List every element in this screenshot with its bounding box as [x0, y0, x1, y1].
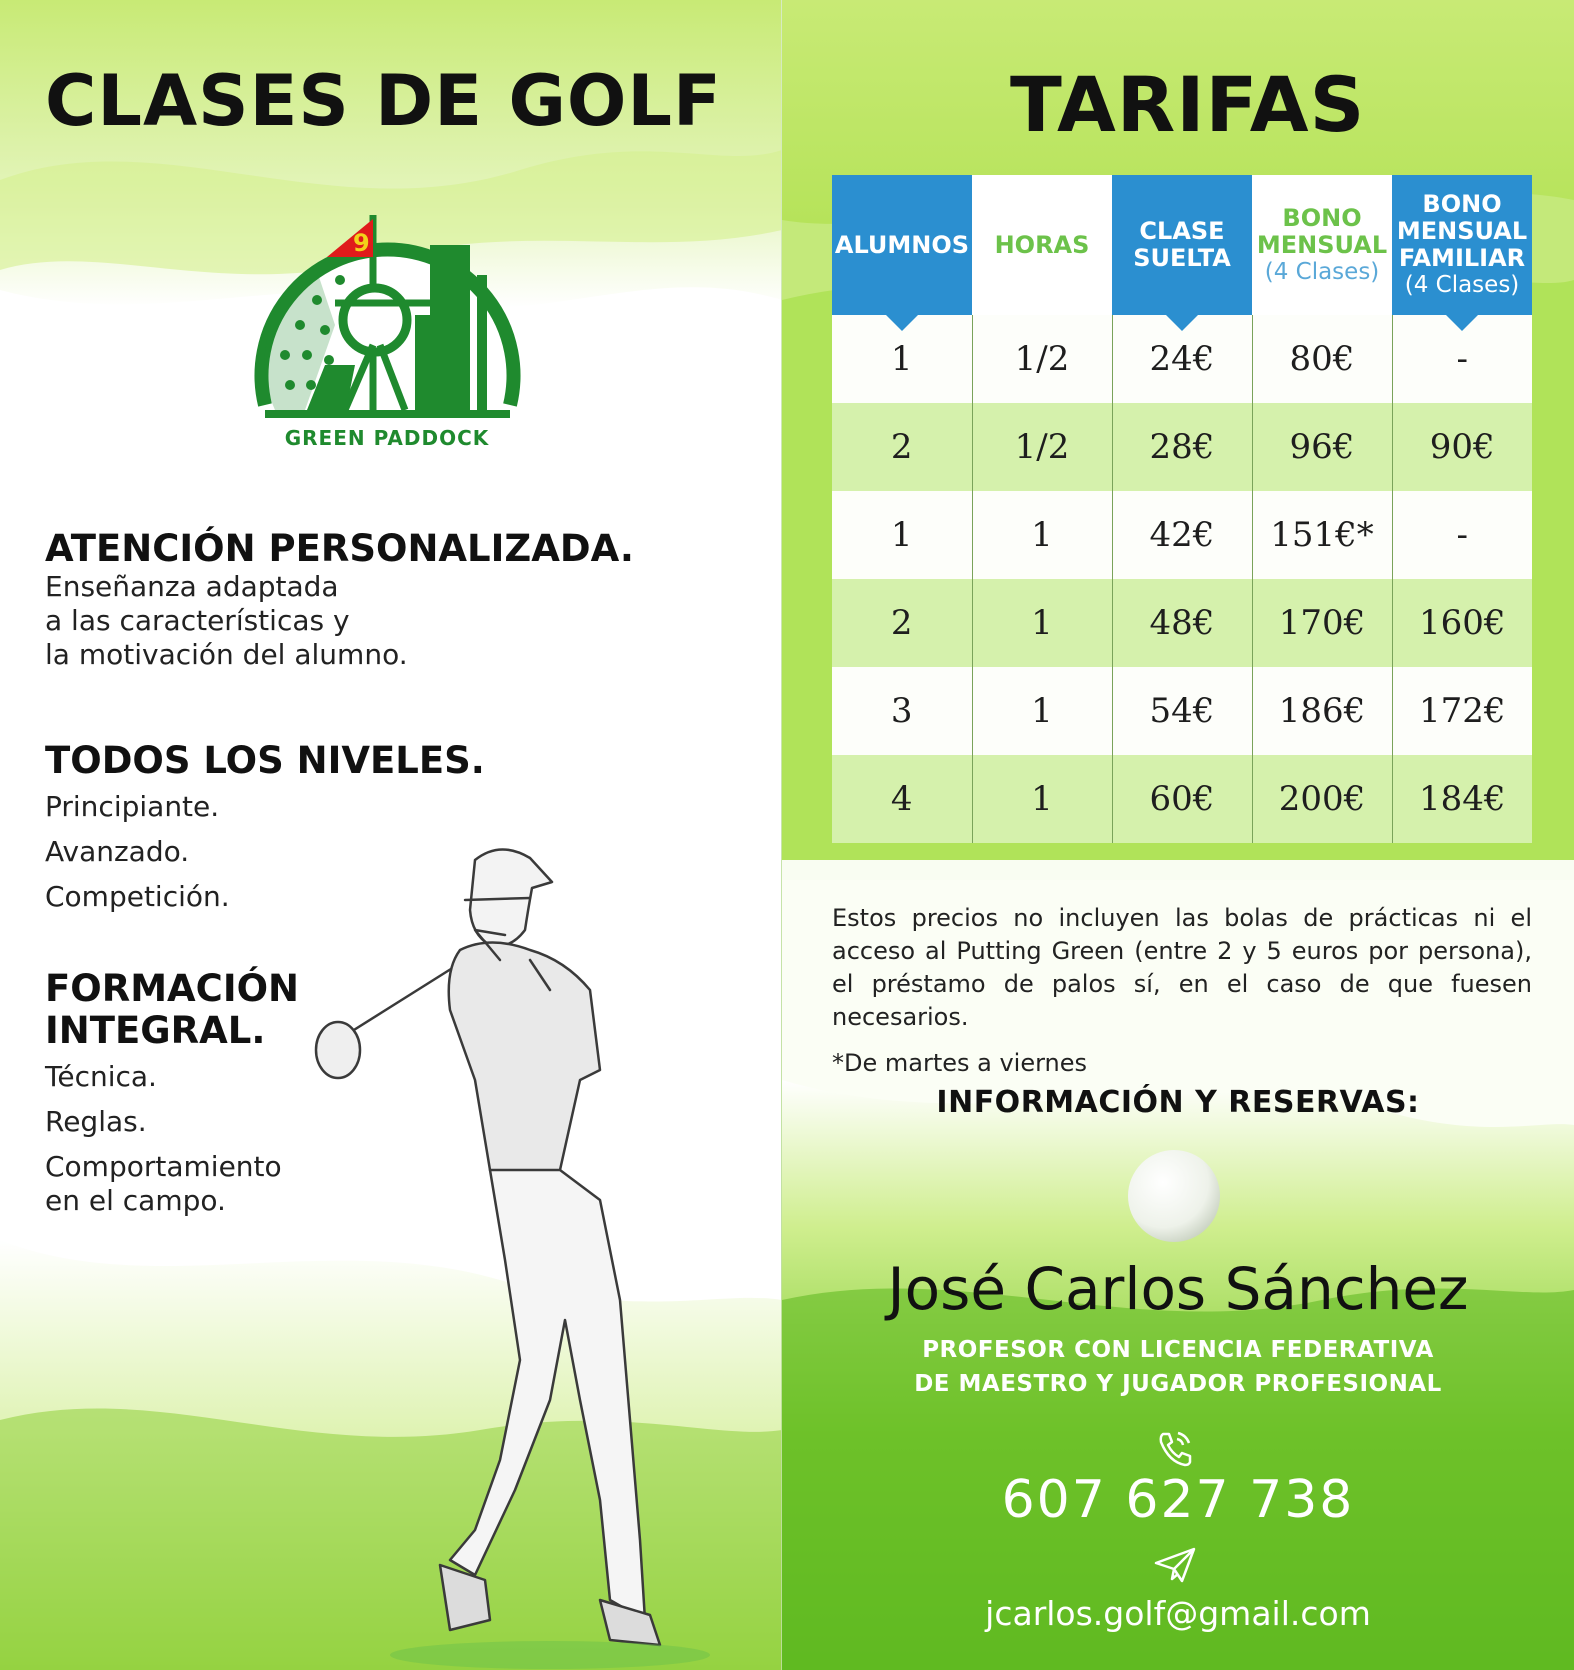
license-line: DE MAESTRO Y JUGADOR PROFESIONAL	[914, 1371, 1442, 1397]
table-cell: 151€*	[1252, 491, 1392, 579]
header-monthly-pass	[1252, 175, 1392, 315]
rates-table	[832, 175, 1532, 843]
table-cell: 54€	[1112, 667, 1252, 755]
section-training	[45, 968, 299, 1218]
section-personalized	[45, 528, 634, 672]
price-note: Estos precios no incluyen las bolas de prácticas ni el acceso al Putting Green (entre 2 y 5 euros por persona), el préstamo de palos sí, en el caso de que fuesen necesarios.	[832, 904, 1532, 1031]
table-cell: 60€	[1112, 755, 1252, 843]
header-label: BONO MENSUAL FAMILIAR	[1396, 190, 1528, 272]
instructor-name: José Carlos Sánchez	[887, 1255, 1469, 1323]
table-cell: 1/2	[972, 315, 1112, 403]
list-item: Reglas.	[45, 1105, 147, 1138]
license-line: PROFESOR CON LICENCIA FEDERATIVA	[922, 1337, 1434, 1363]
table-cell: 1/2	[972, 403, 1112, 491]
footnote: *De martes a viernes	[832, 1049, 1088, 1077]
table-cell: -	[1392, 491, 1532, 579]
table-header-row	[832, 175, 1532, 315]
right-panel	[782, 0, 1574, 1670]
header-single-class	[1112, 175, 1252, 315]
section-text-line: la motivación del alumno.	[45, 638, 408, 671]
header-family-pass	[1392, 175, 1532, 315]
table-cell: 172€	[1392, 667, 1532, 755]
license-text	[782, 1333, 1574, 1401]
list-item: Competición.	[45, 880, 230, 913]
rates-title: TARIFAS	[1010, 60, 1366, 149]
table-cell: 1	[972, 755, 1112, 843]
list-item: Principiante.	[45, 790, 220, 823]
header-sub: (4 Clases)	[1404, 272, 1520, 298]
table-cell: 2	[832, 403, 972, 491]
header-label: BONO MENSUAL	[1256, 203, 1388, 259]
section-heading: TODOS LOS NIVELES.	[45, 739, 485, 782]
golfer-illustration	[300, 840, 740, 1670]
table-cell: 184€	[1392, 755, 1532, 843]
table-row	[832, 755, 1532, 843]
phone-icon	[1153, 1428, 1197, 1468]
table-cell: 160€	[1392, 579, 1532, 667]
table-cell: 1	[972, 491, 1112, 579]
table-row	[832, 579, 1532, 667]
logo-name: GREEN PADDOCK	[284, 426, 490, 450]
table-cell: 24€	[1112, 315, 1252, 403]
section-text-line: Enseñanza adaptada	[45, 570, 339, 603]
header-students	[832, 175, 972, 315]
header-label: ALUMNOS	[834, 230, 970, 259]
table-cell: 4	[832, 755, 972, 843]
table-cell: 186€	[1252, 667, 1392, 755]
header-sub: (4 Clases)	[1264, 258, 1380, 285]
table-cell: 42€	[1112, 491, 1252, 579]
header-label: CLASE SUELTA	[1133, 217, 1231, 272]
list-item: Comportamiento en el campo.	[45, 1150, 282, 1217]
table-row	[832, 491, 1532, 579]
section-heading: INTEGRAL.	[45, 1009, 266, 1052]
table-cell: 1	[832, 491, 972, 579]
table-cell: 80€	[1252, 315, 1392, 403]
section-heading: ATENCIÓN PERSONALIZADA.	[45, 527, 634, 570]
table-cell: -	[1392, 315, 1532, 403]
table-cell: 90€	[1392, 403, 1532, 491]
table-cell: 3	[832, 667, 972, 755]
table-row	[832, 403, 1532, 491]
list-item: Técnica.	[45, 1060, 157, 1093]
table-cell: 2	[832, 579, 972, 667]
info-title: INFORMACIÓN Y RESERVAS:	[936, 1085, 1420, 1120]
section-text-line: a las características y	[45, 604, 350, 637]
table-cell: 28€	[1112, 403, 1252, 491]
table-cell: 1	[832, 315, 972, 403]
email-address[interactable]: jcarlos.golf@gmail.com	[985, 1594, 1371, 1633]
header-hours	[972, 175, 1112, 315]
header-label: HORAS	[994, 230, 1090, 259]
table-cell: 1	[972, 579, 1112, 667]
table-cell: 1	[972, 667, 1112, 755]
section-heading: FORMACIÓN	[45, 967, 300, 1010]
table-cell: 170€	[1252, 579, 1392, 667]
green-paddock-logo	[245, 205, 530, 485]
logo-flag-number: 9	[353, 229, 370, 257]
phone-number[interactable]: 607 627 738	[1001, 1470, 1355, 1530]
table-cell: 48€	[1112, 579, 1252, 667]
table-cell: 200€	[1252, 755, 1392, 843]
list-item: Avanzado.	[45, 835, 190, 868]
golf-ball-icon	[1126, 1148, 1222, 1244]
table-row	[832, 667, 1532, 755]
left-panel	[0, 0, 782, 1670]
paper-plane-icon	[1152, 1545, 1198, 1585]
table-cell: 96€	[1252, 403, 1392, 491]
page-title: CLASES DE GOLF	[45, 60, 722, 142]
